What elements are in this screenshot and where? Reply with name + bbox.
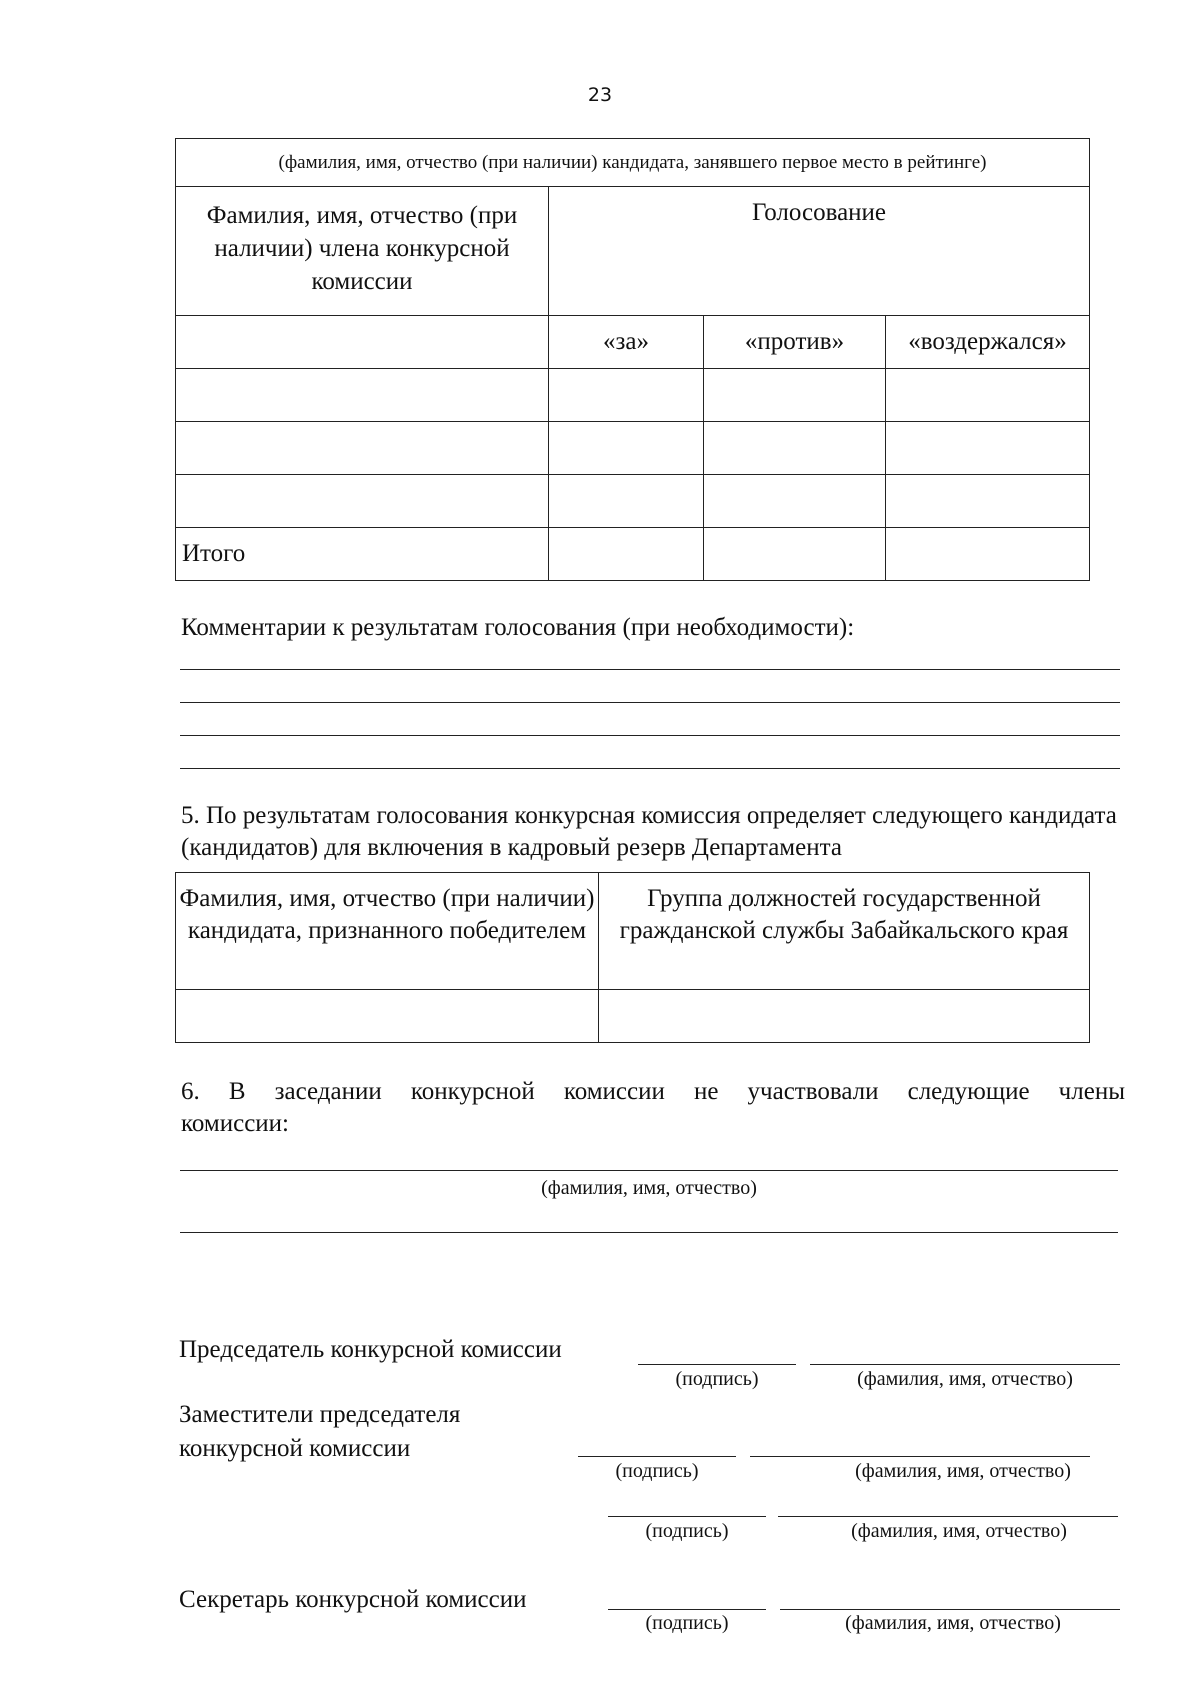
voting-table xyxy=(175,138,1090,581)
chairman-label: Председатель конкурсной комиссии xyxy=(179,1336,562,1363)
comment-line xyxy=(180,669,1120,670)
page-number: 23 xyxy=(587,84,613,106)
table-row xyxy=(176,369,1090,422)
table-row xyxy=(176,475,1090,528)
comment-line xyxy=(180,768,1120,769)
signature-line xyxy=(578,1456,736,1457)
winner-table xyxy=(175,872,1090,1043)
table-cell xyxy=(886,528,1090,581)
member-name-header: Фамилия, имя, отчество (при наличии) члена конкурсной комиссии xyxy=(176,187,549,316)
table-cell xyxy=(176,422,549,475)
column-header-for: «за» xyxy=(549,316,704,369)
table-cell xyxy=(176,990,599,1043)
table-cell xyxy=(549,422,704,475)
deputies-label xyxy=(179,1398,460,1466)
point-6-line-2: комиссии: xyxy=(181,1110,289,1137)
table-row xyxy=(176,422,1090,475)
signature-caption: (подпись) xyxy=(615,1460,699,1482)
table-cell xyxy=(599,990,1090,1043)
name-line xyxy=(778,1516,1118,1517)
voting-header: Голосование xyxy=(549,187,1090,316)
point-5-text: 5. По результатам голосования конкурсная комиссия определяет следующего кандидата (кандидатов) для включения в кадровый резерв Департамента xyxy=(181,802,1117,861)
name-line xyxy=(810,1364,1120,1365)
table-row xyxy=(176,990,1090,1043)
name-caption: (фамилия, имя, отчество) xyxy=(845,1612,1061,1634)
absent-name-caption: (фамилия, имя, отчество) xyxy=(541,1177,757,1199)
table-cell xyxy=(176,316,549,369)
signature-line xyxy=(608,1609,766,1610)
total-row xyxy=(176,528,1090,581)
name-line xyxy=(780,1609,1120,1610)
name-line xyxy=(750,1456,1090,1457)
signature-caption: (подпись) xyxy=(675,1368,759,1390)
absent-member-line xyxy=(180,1170,1118,1171)
column-header-against: «против» xyxy=(704,316,886,369)
table-cell xyxy=(176,475,549,528)
table-cell xyxy=(549,475,704,528)
signature-caption: (подпись) xyxy=(645,1612,729,1634)
table-cell xyxy=(704,369,886,422)
signature-caption: (подпись) xyxy=(645,1520,729,1542)
total-label: Итого xyxy=(176,528,549,581)
name-caption: (фамилия, имя, отчество) xyxy=(851,1520,1067,1542)
point-6-line-1: 6. В заседании конкурсной комиссии не участвовали следующие члены xyxy=(181,1078,1125,1105)
table-cell xyxy=(886,369,1090,422)
point-6-text xyxy=(181,1076,1125,1140)
candidate-name-header: Фамилия, имя, отчество (при наличии) кандидата, признанного победителем xyxy=(176,873,599,990)
table-cell xyxy=(704,475,886,528)
deputies-label-line-2: конкурсной комиссии xyxy=(179,1435,411,1462)
table-cell xyxy=(549,528,704,581)
table-cell xyxy=(549,369,704,422)
table-cell xyxy=(176,369,549,422)
table-cell xyxy=(886,422,1090,475)
table-cell xyxy=(704,528,886,581)
name-caption: (фамилия, имя, отчество) xyxy=(855,1460,1071,1482)
name-caption: (фамилия, имя, отчество) xyxy=(857,1368,1073,1390)
column-header-abstained: «воздержался» xyxy=(886,316,1090,369)
comment-line xyxy=(180,702,1120,703)
signature-line xyxy=(608,1516,766,1517)
comments-label: Комментарии к результатам голосования (при необходимости): xyxy=(181,614,855,641)
deputies-label-line-1: Заместители председателя xyxy=(179,1401,461,1428)
comment-line xyxy=(180,735,1120,736)
secretary-label: Секретарь конкурсной комиссии xyxy=(179,1586,527,1613)
table-cell xyxy=(704,422,886,475)
signature-line xyxy=(638,1364,796,1365)
absent-member-line xyxy=(180,1232,1118,1233)
table-cell xyxy=(886,475,1090,528)
position-group-header: Группа должностей государственной гражданской службы Забайкальского края xyxy=(599,873,1090,990)
first-place-candidate-caption: (фамилия, имя, отчество (при наличии) кандидата, занявшего первое место в рейтинге) xyxy=(176,139,1090,187)
